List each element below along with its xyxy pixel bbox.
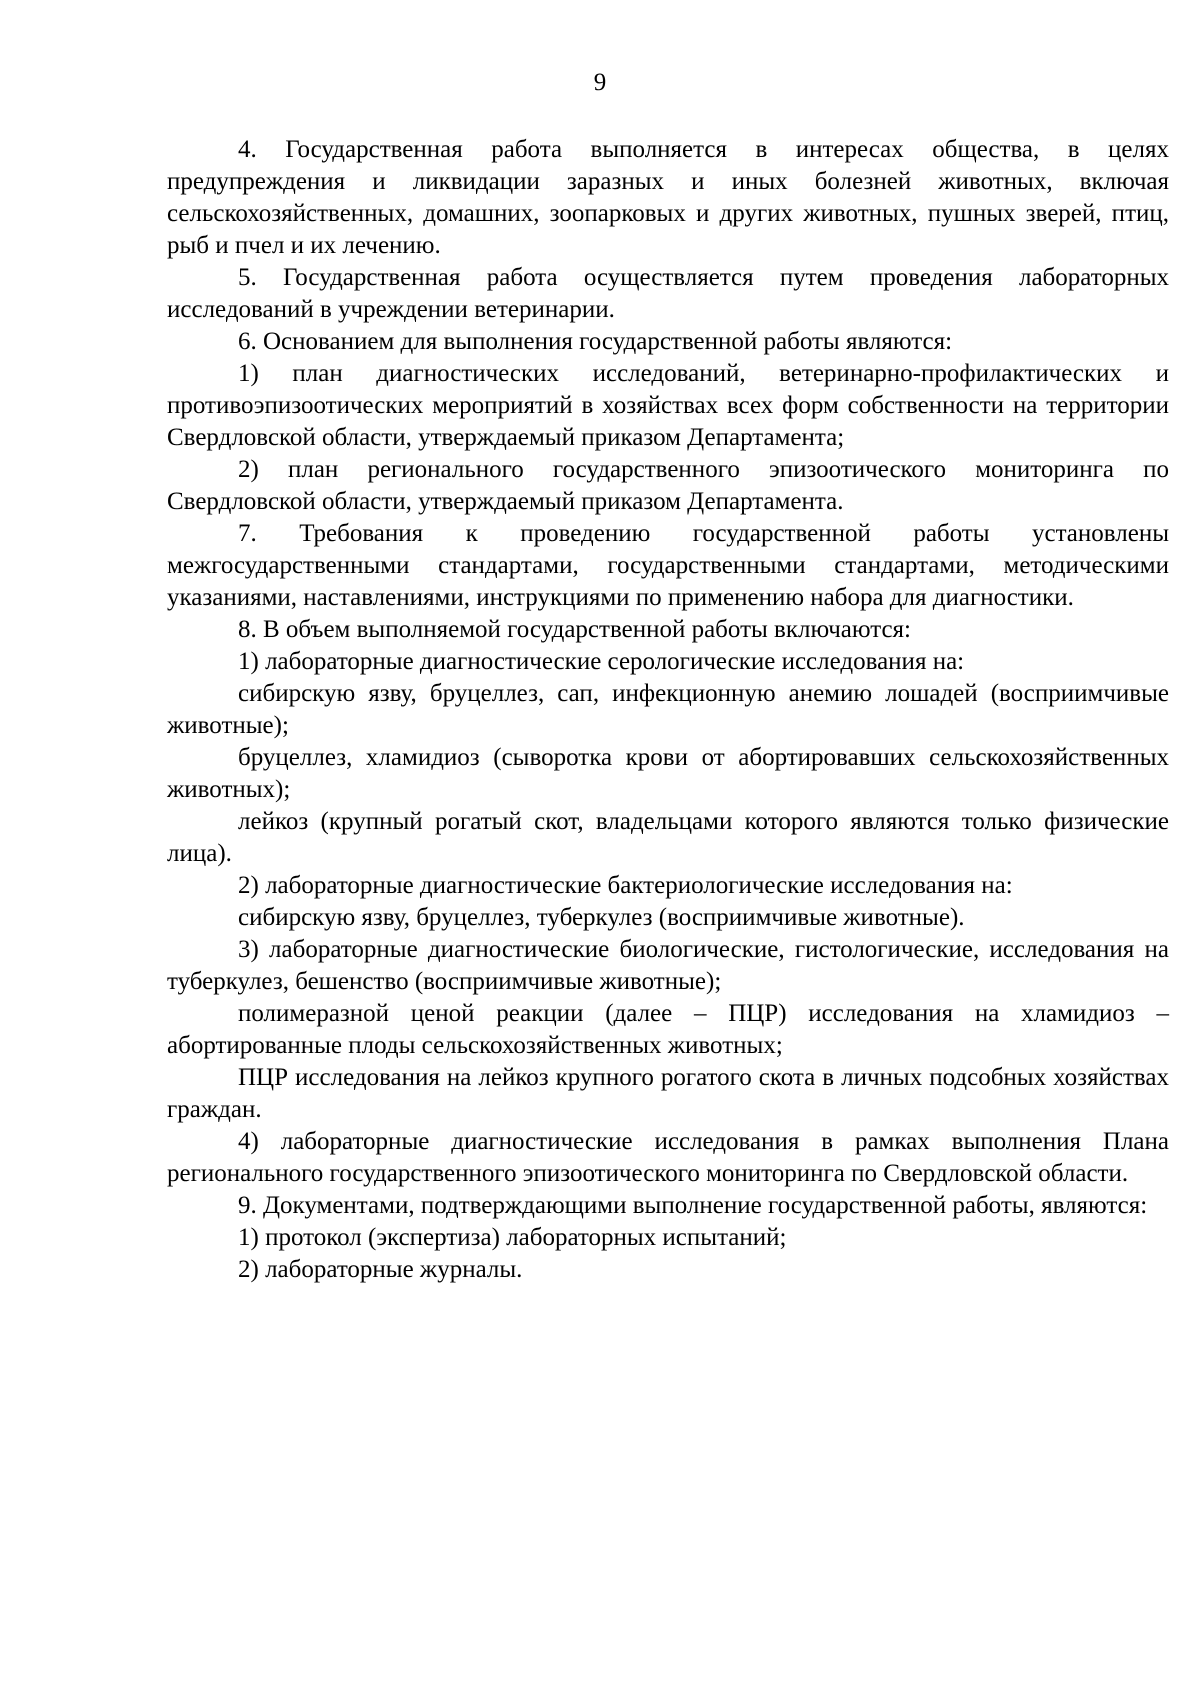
- paragraph-7-requirements: 7. Требования к проведению государственной работы установлены межгосударственными стандартами, государственными стандартами, методическими указаниями, наставлениями, инструкциями по применению набора для диагностики.: [167, 520, 1169, 611]
- document-body: [167, 134, 1169, 1286]
- paragraph-8-item-3: 3) лабораторные диагностические биологические, гистологические, исследования на туберкулез, бешенство (восприимчивые животные);: [167, 936, 1169, 995]
- paragraph-9-item-1: 1) протокол (экспертиза) лабораторных испытаний;: [238, 1224, 787, 1251]
- paragraph-8-item-1-anthrax: сибирскую язву, бруцеллез, сап, инфекционную анемию лошадей (восприимчивые животные);: [167, 680, 1169, 739]
- paragraph-9-item-2: 2) лабораторные журналы.: [238, 1256, 523, 1283]
- paragraph-8-item-2-detail: сибирскую язву, бруцеллез, туберкулез (восприимчивые животные).: [238, 904, 965, 931]
- paragraph-8-item-3-pcr-chlamydia: полимеразной ценой реакции (далее – ПЦР) исследования на хламидиоз – абортированные плоды сельскохозяйственных животных;: [167, 1000, 1169, 1059]
- paragraph-5-method: 5. Государственная работа осуществляется путем проведения лабораторных исследований в учреждении ветеринарии.: [167, 264, 1169, 323]
- paragraph-8-item-1: 1) лабораторные диагностические серологические исследования на:: [238, 648, 965, 675]
- paragraph-8-item-3-pcr-leukosis: ПЦР исследования на лейкоз крупного рогатого скота в личных подсобных хозяйствах граждан.: [167, 1064, 1169, 1123]
- paragraph-8-scope: 8. В объем выполняемой государственной работы включаются:: [238, 616, 911, 643]
- paragraph-8-item-1-brucellosis: бруцеллез, хламидиоз (сыворотка крови от абортировавших сельскохозяйственных животных);: [167, 744, 1169, 803]
- paragraph-8-item-1-leukosis: лейкоз (крупный рогатый скот, владельцами которого являются только физические лица).: [167, 808, 1169, 867]
- paragraph-9-documents: 9. Документами, подтверждающими выполнение государственной работы, являются:: [238, 1192, 1148, 1219]
- paragraph-8-item-2: 2) лабораторные диагностические бактериологические исследования на:: [238, 872, 1013, 899]
- paragraph-6-basis: 6. Основанием для выполнения государственной работы являются:: [238, 328, 953, 355]
- paragraph-4-purpose: 4. Государственная работа выполняется в интересах общества, в целях предупреждения и ликвидации заразных и иных болезней животных, включая сельскохозяйственных, домашних, зоопарковых и других животных, пушных зверей, птиц, рыб и пчел и их лечению.: [167, 136, 1169, 259]
- paragraph-8-item-4: 4) лабораторные диагностические исследования в рамках выполнения Плана регионального государственного эпизоотического мониторинга по Свердловской области.: [167, 1128, 1169, 1187]
- paragraph-6-item-2: 2) план регионального государственного эпизоотического мониторинга по Свердловской области, утверждаемый приказом Департамента.: [167, 456, 1169, 515]
- paragraph-6-item-1: 1) план диагностических исследований, ветеринарно-профилактических и противоэпизоотических мероприятий в хозяйствах всех форм собственности на территории Свердловской области, утверждаемый приказом Департамента;: [167, 360, 1169, 451]
- page-number: 9: [593, 69, 607, 96]
